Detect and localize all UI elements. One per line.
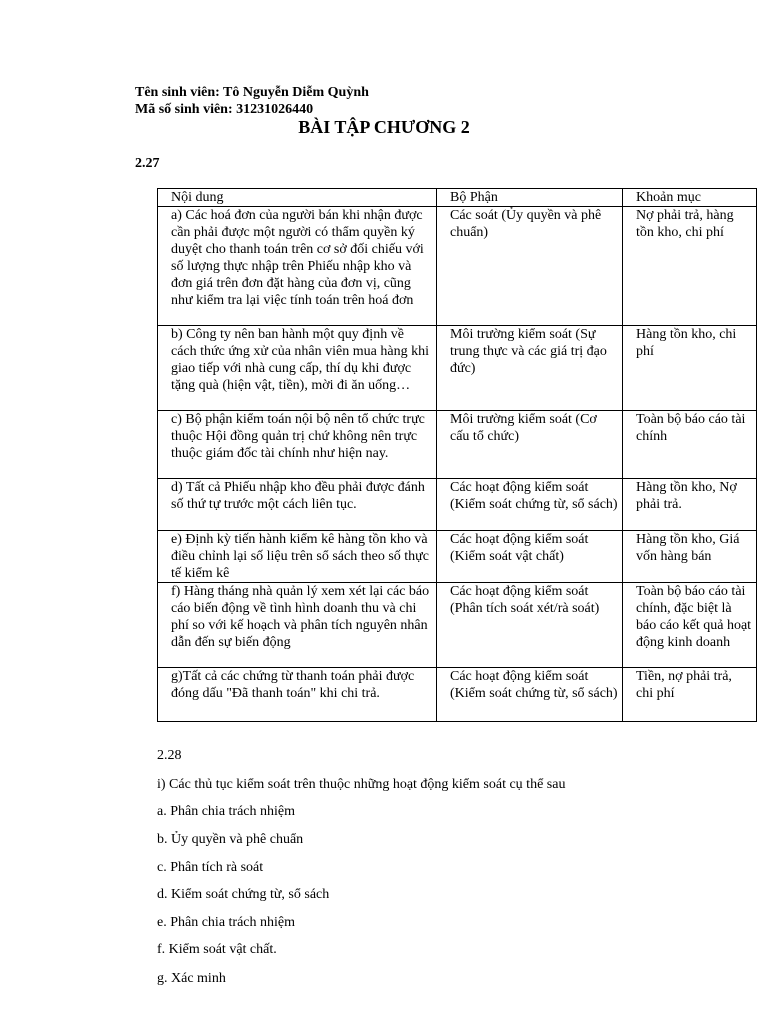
header-cell: Bộ Phận xyxy=(437,189,623,207)
table-row xyxy=(158,411,757,479)
table-cell: Các hoạt động kiểm soát (Phân tích soát xét/rà soát) xyxy=(437,583,623,668)
control-table xyxy=(157,188,757,722)
list-item: a. Phân chia trách nhiệm xyxy=(157,804,296,819)
table-row xyxy=(158,479,757,531)
list-item: b. Ủy quyền và phê chuẩn xyxy=(157,832,304,847)
table-cell: Tiền, nợ phải trả, chi phí xyxy=(623,668,757,722)
list-item: f. Kiểm soát vật chất. xyxy=(157,942,277,957)
table-cell: Nợ phải trả, hàng tồn kho, chi phí xyxy=(623,207,757,326)
table-cell: Các hoạt động kiểm soát (Kiểm soát chứng từ, sổ sách) xyxy=(437,668,623,722)
table-cell: Môi trường kiểm soát (Cơ cấu tổ chức) xyxy=(437,411,623,479)
list-item: g. Xác minh xyxy=(157,971,226,986)
table-header-row xyxy=(158,189,757,207)
header-cell: Khoản mục xyxy=(623,189,757,207)
table-cell: f) Hàng tháng nhà quản lý xem xét lại các báo cáo biến động về tình hình doanh thu và chi phí so với kế hoạch và phân tích nguyên nhân dẫn đến sự biến động xyxy=(158,583,437,668)
table-row xyxy=(158,207,757,326)
table-cell: Toàn bộ báo cáo tài chính xyxy=(623,411,757,479)
table-row xyxy=(158,531,757,583)
table-cell: Toàn bộ báo cáo tài chính, đặc biệt là báo cáo kết quả hoạt động kinh doanh xyxy=(623,583,757,668)
table-cell: a) Các hoá đơn của người bán khi nhận được cần phải được một người có thẩm quyền ký duyệt cho thanh toán trên cơ sở đối chiếu với số lượng thực nhập trên Phiếu nhập kho và đơn giá trên đơn đặt hàng của đơn vị, cũng như kiểm tra lại việc tính toán trên hoá đơn xyxy=(158,207,437,326)
table-cell: c) Bộ phận kiểm toán nội bộ nên tổ chức trực thuộc Hội đồng quản trị chứ không nên trực thuộc giám đốc tài chính như hiện nay. xyxy=(158,411,437,479)
table-cell: Môi trường kiểm soát (Sự trung thực và các giá trị đạo đức) xyxy=(437,326,623,411)
table-cell: b) Công ty nên ban hành một quy định về cách thức ứng xử của nhân viên mua hàng khi giao tiếp với nhà cung cấp, thí dụ khi được tặng quà (hiện vật, tiền), mời đi ăn uống… xyxy=(158,326,437,411)
student-id: Mã số sinh viên: 31231026440 xyxy=(135,102,314,117)
list-item: e. Phân chia trách nhiệm xyxy=(157,915,296,930)
section-2-28-heading: 2.28 xyxy=(157,748,182,763)
header-cell: Nội dung xyxy=(158,189,437,207)
table-cell: Các soát (Ủy quyền và phê chuẩn) xyxy=(437,207,623,326)
table-cell: e) Định kỳ tiến hành kiểm kê hàng tồn kho và điều chỉnh lại số liệu trên sổ sách theo số thực tế kiểm kê xyxy=(158,531,437,583)
page-title: BÀI TẬP CHƯƠNG 2 xyxy=(298,117,470,137)
table-cell: Hàng tồn kho, chi phí xyxy=(623,326,757,411)
table-row xyxy=(158,668,757,722)
table-cell: Hàng tồn kho, Nợ phải trả. xyxy=(623,479,757,531)
section-2-27-heading: 2.27 xyxy=(135,156,160,171)
table-cell: Hàng tồn kho, Giá vốn hàng bán xyxy=(623,531,757,583)
student-name: Tên sinh viên: Tô Nguyễn Diễm Quỳnh xyxy=(135,85,369,100)
table-cell: g)Tất cả các chứng từ thanh toán phải được đóng dấu "Đã thanh toán" khi chi trả. xyxy=(158,668,437,722)
list-item: d. Kiểm soát chứng từ, sổ sách xyxy=(157,887,330,902)
table-cell: d) Tất cả Phiếu nhập kho đều phải được đánh số thứ tự trước một cách liên tục. xyxy=(158,479,437,531)
table-row xyxy=(158,326,757,411)
table-row xyxy=(158,583,757,668)
table-cell: Các hoạt động kiểm soát (Kiểm soát chứng từ, sổ sách) xyxy=(437,479,623,531)
list-item: c. Phân tích rà soát xyxy=(157,860,264,875)
table-cell: Các hoạt động kiểm soát (Kiểm soát vật chất) xyxy=(437,531,623,583)
section-2-28-intro: i) Các thủ tục kiểm soát trên thuộc những hoạt động kiểm soát cụ thể sau xyxy=(157,777,566,792)
